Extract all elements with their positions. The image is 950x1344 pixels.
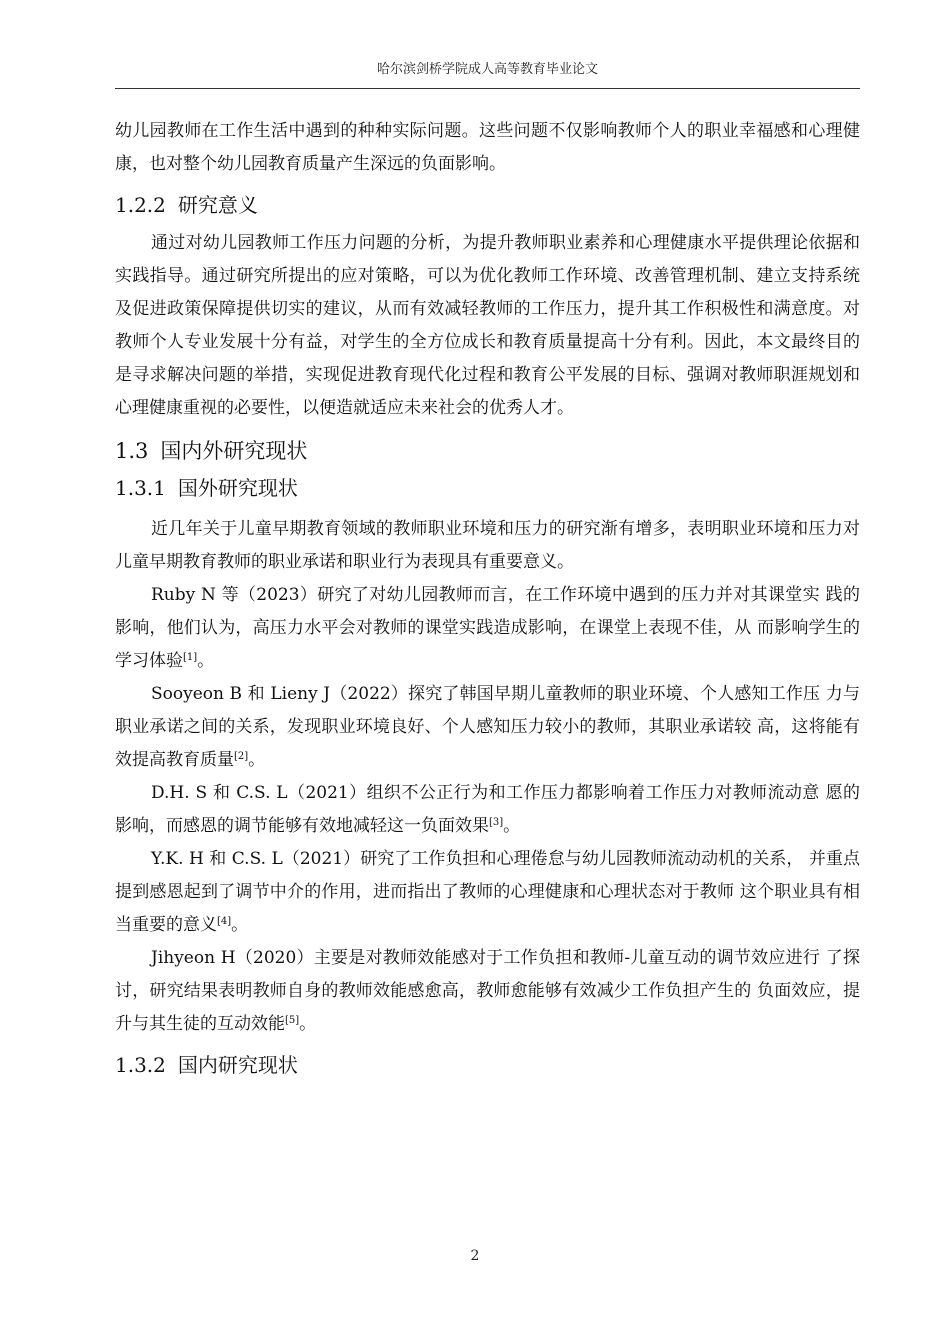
heading-number: 1.3.2 [115,1053,166,1077]
page-body [115,115,860,1087]
paragraph [115,843,860,942]
paragraph [115,678,860,777]
heading-text: 国外研究现状 [177,476,298,500]
paragraph-end: 。 [503,816,521,836]
paragraph [115,579,860,678]
heading-number: 1.2.2 [115,193,166,217]
citation-ref: [1] [183,652,198,663]
page-header: 哈尔滨剑桥学院成人高等教育毕业论文 [376,62,598,77]
paragraph-end: 。 [248,750,266,770]
paragraph: 幼儿园教师在工作生活中遇到的种种实际问题。这些问题不仅影响教师个人的职业幸福感和心理健康，也对整个幼儿园教育质量产生深远的负面影响。 [115,121,860,174]
citation-ref: [2] [234,751,249,762]
heading-number: 1.3.1 [115,476,166,500]
paragraph-end: 。 [197,651,215,671]
heading-number: 1.3 [115,439,149,463]
header-divider [115,88,860,89]
heading-text: 国内外研究现状 [160,439,308,463]
paragraph-end: 。 [299,1014,317,1034]
section-heading-1-3-2 [115,1052,860,1078]
citation-ref: [3] [489,817,504,828]
citation-ref: [5] [285,1015,300,1026]
paragraph-text: D.H. S 和 C.S. L（2021）组织不公正行为和工作压力都影响着工作压力对教师流动意 愿的影响，而感恩的调节能够有效地减轻这一负面效果 [115,783,860,836]
paragraph: 近几年关于儿童早期教育领域的教师职业环境和压力的研究渐有增多，表明职业环境和压力对儿童早期教育教师的职业承诺和职业行为表现具有重要意义。 [115,519,860,572]
paragraph-text: Jihyeon H（2020）主要是对教师效能感对于工作负担和教师-儿童互动的调节效应进行 了探讨，研究结果表明教师自身的教师效能感愈高，教师愈能够有效减少工作负担产生的 负面效应，提升与其生徒的互动效能 [115,948,860,1034]
section-heading-1-2-2 [115,192,860,218]
paragraph-end: 。 [231,915,249,935]
page-number: 2 [470,1248,480,1264]
paragraph-text: Ruby N 等（2023）研究了对幼儿园教师而言，在工作环境中遇到的压力并对其课堂实 践的影响，他们认为，高压力水平会对教师的课堂实践造成影响，在课堂上表现不佳，从 而影响学生的学习体验 [115,585,860,671]
paragraph-text: Sooyeon B 和 Lieny J（2022）探究了韩国早期儿童教师的职业环境、个人感知工作压 力与职业承诺之间的关系，发现职业环境良好、个人感知压力较小的教师，其职业承诺较 高，这将能有效提高教育质量 [115,684,860,770]
paragraph [115,942,860,1041]
heading-text: 国内研究现状 [177,1053,298,1077]
paragraph: 通过对幼儿园教师工作压力问题的分析，为提升教师职业素养和心理健康水平提供理论依据和实践指导。通过研究所提出的应对策略，可以为优化教师工作环境、改善管理机制、建立支持系统及促进政策保障提供切实的建议，从而有效减轻教师的工作压力，提升其工作积极性和满意度。对教师个人专业发展十分有益，对学生的全方位成长和教育质量提高十分有利。因此，本文最终目的是寻求解决问题的举措，实现促进教育现代化过程和教育公平发展的目标、强调对教师职涯规划和心理健康重视的必要性，以便造就适应未来社会的优秀人才。 [115,233,860,418]
paragraph-text: Y.K. H 和 C.S. L（2021）研究了工作负担和心理倦怠与幼儿园教师流动动机的关系， 并重点提到感恩起到了调节中介的作用，进而指出了教师的心理健康和心理状态对于教师 这个职业具有相当重要的意义 [115,849,860,935]
heading-text: 研究意义 [177,193,258,217]
section-heading-1-3 [115,437,860,465]
section-heading-1-3-1 [115,475,860,501]
citation-ref: [4] [217,916,232,927]
paragraph [115,777,860,843]
